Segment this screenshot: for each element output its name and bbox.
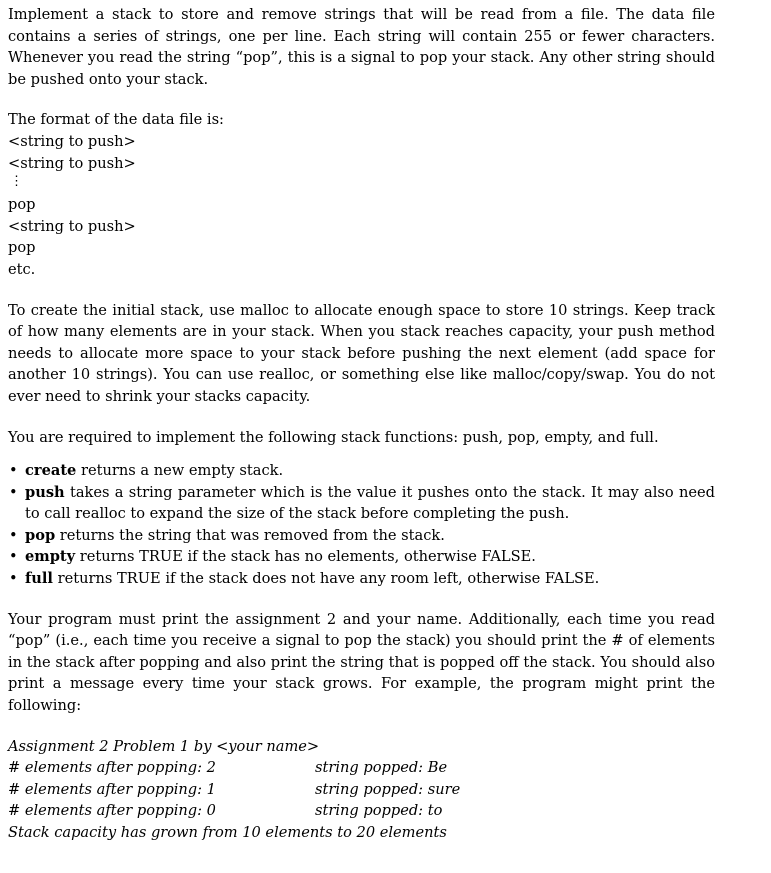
example-row — [8, 779, 715, 801]
example-footer: Stack capacity has grown from 10 elements to 20 elements — [8, 824, 447, 841]
elements-count-text: # elements after popping: 2 — [8, 759, 216, 777]
elements-count-text: # elements after popping: 0 — [8, 802, 216, 820]
list-item — [9, 460, 715, 482]
function-description: takes a string parameter which is the value it pushes onto the stack. It may also need to call realloc to expand the size of the stack before completing the push. — [25, 483, 715, 523]
function-name: pop — [25, 526, 56, 544]
elements-count-text: # elements after popping: 1 — [8, 780, 216, 798]
bullet-icon: • — [9, 548, 18, 566]
function-name: create — [25, 462, 77, 480]
required-functions-paragraph: You are required to implement the following stack functions: push, pop, empty, and full. — [8, 428, 659, 446]
function-description: returns the string that was removed from the stack. — [55, 526, 445, 544]
bullet-icon: • — [9, 462, 18, 480]
file-format-heading: The format of the data file is: — [8, 111, 224, 129]
popped-string-text: string popped: Be — [315, 759, 448, 777]
popped-string-text: string popped: to — [315, 802, 443, 820]
bullet-icon: • — [9, 526, 18, 544]
output-requirements-paragraph: Your program must print the assignment 2 and your name. Additionally, each time you read “pop” (i.e., each time you receive a signal to pop the stack) you should print the # of elements in the stack after popping and also print the string that is popped off the stack. You should also print a message every time your stack grows. For example, the program might print the following: — [8, 610, 715, 715]
format-line: <string to push> — [8, 132, 136, 150]
function-list — [8, 460, 715, 590]
list-item — [9, 482, 715, 525]
example-row — [8, 757, 715, 779]
format-line: <string to push> — [8, 154, 136, 172]
list-item — [9, 525, 715, 547]
format-line: <string to push> — [8, 217, 136, 235]
intro-paragraph: Implement a stack to store and remove strings that will be read from a file. The data file contains a series of strings, one per line. Each string will contain 255 or fewer characters. Whenever you read the string “pop”, this is a signal to pop your stack. Any other string should be pushed onto your stack. — [8, 6, 715, 88]
list-item — [9, 546, 715, 568]
bullet-icon: • — [9, 483, 18, 501]
format-line: pop — [8, 196, 36, 214]
bullet-icon: • — [9, 570, 18, 588]
example-row — [8, 800, 715, 822]
list-item — [9, 568, 715, 590]
function-name: push — [25, 483, 65, 501]
vertical-ellipsis-icon: ⋮ — [10, 174, 23, 190]
popped-string-text: string popped: sure — [315, 780, 461, 798]
function-description: returns a new empty stack. — [76, 462, 284, 480]
file-format-section — [8, 109, 715, 280]
format-line: etc. — [8, 260, 36, 278]
example-header: Assignment 2 Problem 1 by <your name> — [8, 737, 320, 755]
format-line: pop — [8, 239, 36, 257]
example-output — [8, 736, 715, 844]
function-name: full — [25, 570, 53, 588]
allocation-paragraph: To create the initial stack, use malloc to allocate enough space to store 10 strings. Keep track of how many elements are in your stack. When you stack reaches capacity, your push method needs to allocate more space to your stack before pushing the next element (add space for another 10 strings). You can use realloc, or something else like malloc/copy/swap. You do not ever need to shrink your stacks capacity. — [8, 301, 715, 405]
function-description: returns TRUE if the stack does not have any room left, otherwise FALSE. — [52, 570, 600, 588]
function-description: returns TRUE if the stack has no elements, otherwise FALSE. — [75, 548, 536, 566]
function-name: empty — [25, 548, 76, 566]
